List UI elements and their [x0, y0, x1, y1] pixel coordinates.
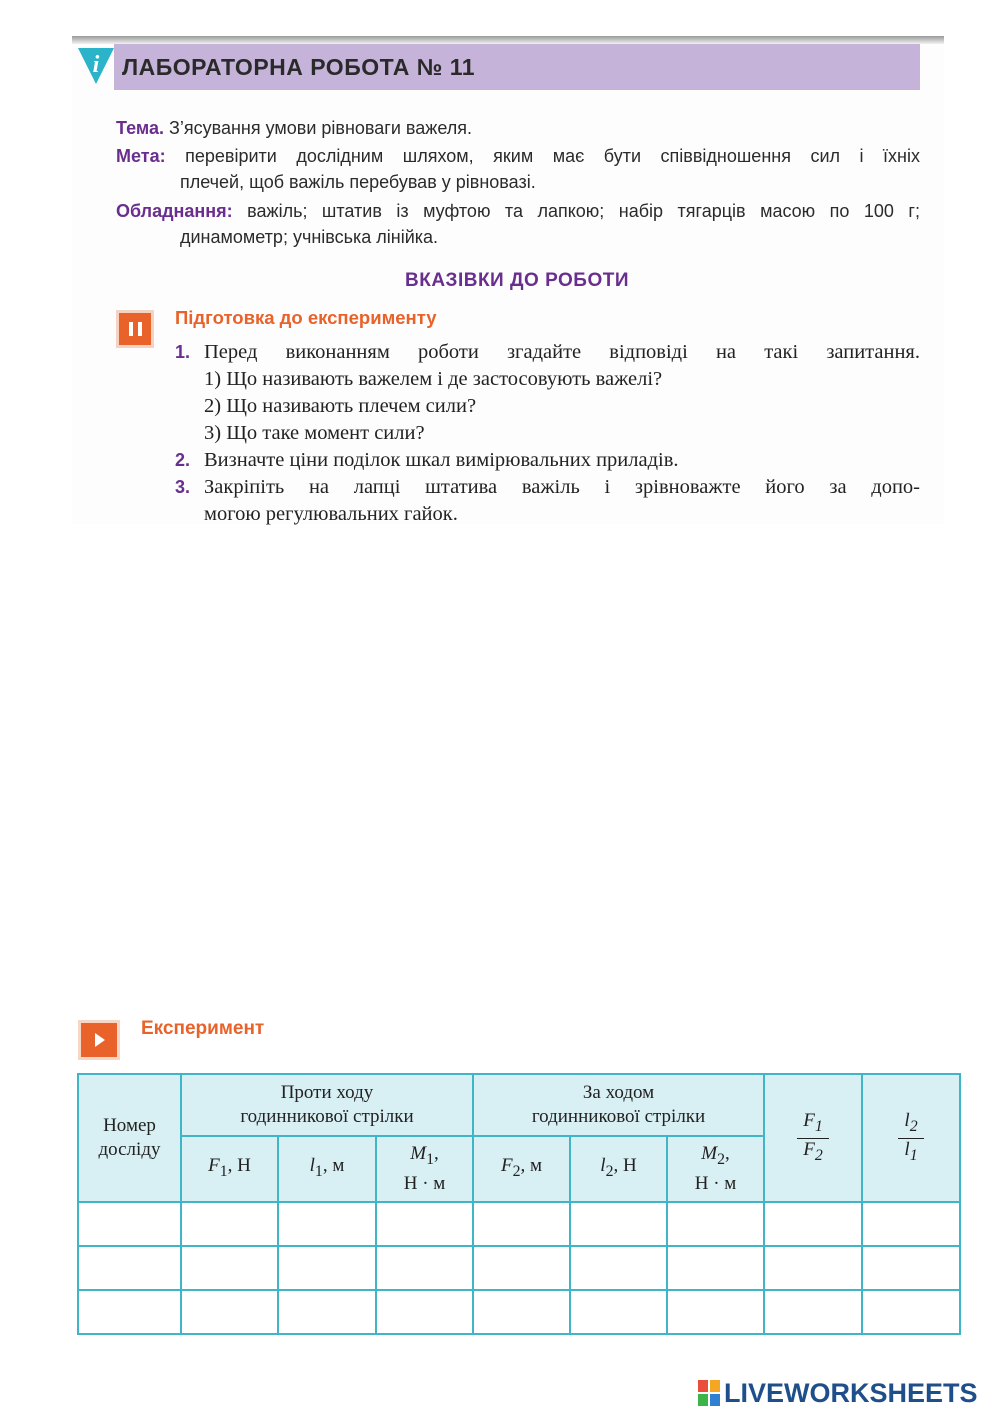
- header-clockwise: [473, 1074, 764, 1136]
- liveworksheets-logo-icon: [698, 1380, 720, 1406]
- header-number-line-1: Номер: [103, 1115, 156, 1136]
- l2-unit: , Н: [613, 1155, 637, 1177]
- table-cell[interactable]: [764, 1290, 862, 1334]
- f1-unit: , Н: [227, 1155, 251, 1177]
- table-cell[interactable]: [376, 1202, 473, 1246]
- header-ccw-line-1: Проти ходу: [280, 1082, 374, 1103]
- table-cell[interactable]: [570, 1246, 667, 1290]
- equipment-label: Обладнання:: [116, 201, 233, 221]
- table-cell[interactable]: [862, 1202, 960, 1246]
- header-f1: [181, 1136, 278, 1202]
- play-icon: [78, 1020, 120, 1060]
- prep-title: Підготовка до експерименту: [175, 307, 437, 328]
- table-cell[interactable]: [78, 1246, 181, 1290]
- ratio-l-num-symbol: l: [904, 1109, 910, 1131]
- table-cell[interactable]: [376, 1246, 473, 1290]
- item-2-text: Визначте ціни поділок шкал вимірювальних приладів.: [204, 449, 679, 471]
- m2-sub: 2: [717, 1150, 726, 1168]
- item-1-text: Перед виконанням роботи згадайте відповіді на такі запитання.: [204, 341, 920, 363]
- l2-symbol: l: [600, 1155, 606, 1177]
- ratio-f-den-symbol: F: [803, 1138, 815, 1160]
- item-3-continuation: могою регулювальних гайок.: [204, 503, 458, 525]
- item-3-number: 3.: [175, 477, 191, 497]
- table-cell[interactable]: [570, 1290, 667, 1334]
- table-row: [78, 1202, 960, 1246]
- equipment-text-1: важіль; штатив із муфтою та лапкою; набір тягарців масою по 100 г;: [247, 201, 920, 221]
- sub-question-1: 1) Що називають важелем і де застосовують важелі?: [204, 368, 663, 390]
- l1-symbol: l: [309, 1155, 315, 1177]
- item-1-number: 1.: [175, 342, 191, 362]
- tema-label: Тема.: [116, 118, 164, 138]
- m1-comma: ,: [434, 1143, 439, 1165]
- header-force-ratio: [764, 1074, 862, 1202]
- svg-text:i: i: [92, 52, 100, 78]
- header-l1: [278, 1136, 376, 1202]
- table-cell[interactable]: [278, 1202, 376, 1246]
- header-cw-line-2: годинникової стрілки: [531, 1106, 706, 1127]
- table-cell[interactable]: [278, 1246, 376, 1290]
- table-cell[interactable]: [862, 1246, 960, 1290]
- ratio-l-den-symbol: l: [904, 1138, 910, 1160]
- l1-unit: , м: [322, 1155, 345, 1177]
- header-f2: [473, 1136, 570, 1202]
- watermark-text: LIVEWORKSHEETS: [724, 1377, 978, 1408]
- table-cell[interactable]: [181, 1202, 278, 1246]
- f1-symbol: F: [208, 1155, 220, 1177]
- ratio-f-num-sub: 1: [814, 1117, 823, 1135]
- tema-text: З’ясування умови рівноваги важеля.: [168, 118, 472, 138]
- f1-sub: 1: [219, 1162, 228, 1180]
- equipment-row-2: динамометр; учнівська лінійка.: [180, 227, 439, 247]
- table-row: [78, 1290, 960, 1334]
- header-m2: [667, 1136, 764, 1202]
- tema-row: [116, 115, 920, 141]
- l2-sub: 2: [605, 1162, 614, 1180]
- sub-question-2: 2) Що називають плечем сили?: [204, 395, 477, 417]
- experiment-title: Експеримент: [141, 1018, 265, 1039]
- m2-unit: Н · м: [694, 1172, 737, 1194]
- header-number-line-2: досліду: [98, 1139, 161, 1160]
- table-cell[interactable]: [667, 1246, 764, 1290]
- header-experiment-number: [78, 1074, 181, 1202]
- sub-question-3: 3) Що таке момент сили?: [204, 422, 425, 444]
- instructions-title: ВКАЗІВКИ ДО РОБОТИ: [405, 270, 629, 291]
- m2-comma: ,: [725, 1143, 730, 1165]
- table-cell[interactable]: [862, 1290, 960, 1334]
- header-cw-line-1: За ходом: [582, 1082, 655, 1103]
- header-ccw-line-2: годинникової стрілки: [240, 1106, 414, 1127]
- f2-sub: 2: [512, 1162, 521, 1180]
- table-cell[interactable]: [278, 1290, 376, 1334]
- table-cell[interactable]: [473, 1202, 570, 1246]
- equipment-row-1: [116, 198, 920, 224]
- meta-label: Мета:: [116, 146, 166, 166]
- header-counterclockwise: [181, 1074, 473, 1136]
- header-arm-ratio: [862, 1074, 960, 1202]
- table-cell[interactable]: [181, 1290, 278, 1334]
- header-l2: [570, 1136, 667, 1202]
- page-title: ЛАБОРАТОРНА РОБОТА № 11: [122, 54, 476, 80]
- table-cell[interactable]: [473, 1246, 570, 1290]
- ratio-f-den-sub: 2: [814, 1146, 823, 1164]
- table-cell[interactable]: [376, 1290, 473, 1334]
- meta-row-1: [116, 143, 920, 169]
- item-3-text: Закріпіть на лапці штатива важіль і зрівноважте його за допо-: [204, 476, 920, 498]
- header-m1: [376, 1136, 473, 1202]
- meta-row-2: плечей, щоб важіль перебував у рівновазі.: [180, 172, 536, 192]
- l1-sub: 1: [314, 1162, 323, 1180]
- item-2-number: 2.: [175, 450, 191, 470]
- table-row: [78, 1246, 960, 1290]
- f2-unit: , м: [520, 1155, 543, 1177]
- info-icon: [78, 44, 114, 86]
- m2-symbol: M: [701, 1143, 718, 1165]
- pause-icon: [116, 310, 154, 348]
- table-cell[interactable]: [78, 1202, 181, 1246]
- m1-sub: 1: [426, 1150, 434, 1168]
- ratio-l-num-sub: 2: [909, 1117, 918, 1135]
- page-top-shadow: [72, 36, 944, 44]
- experiment-table: [77, 1073, 961, 1335]
- f2-symbol: F: [500, 1155, 513, 1177]
- m1-unit: Н · м: [403, 1172, 446, 1194]
- ratio-f-num-symbol: F: [803, 1109, 815, 1131]
- table-cell[interactable]: [570, 1202, 667, 1246]
- meta-text-1: перевірити дослідним шляхом, яким має бути співвідношення сил і їхніх: [185, 146, 920, 166]
- ratio-l-den-sub: 1: [909, 1146, 918, 1164]
- table-cell[interactable]: [78, 1290, 181, 1334]
- m1-symbol: M: [410, 1143, 427, 1165]
- table-cell[interactable]: [764, 1202, 862, 1246]
- table-cell[interactable]: [667, 1290, 764, 1334]
- table-cell[interactable]: [473, 1290, 570, 1334]
- table-cell[interactable]: [181, 1246, 278, 1290]
- table-cell[interactable]: [667, 1202, 764, 1246]
- liveworksheets-watermark[interactable]: [698, 1377, 978, 1409]
- table-cell[interactable]: [764, 1246, 862, 1290]
